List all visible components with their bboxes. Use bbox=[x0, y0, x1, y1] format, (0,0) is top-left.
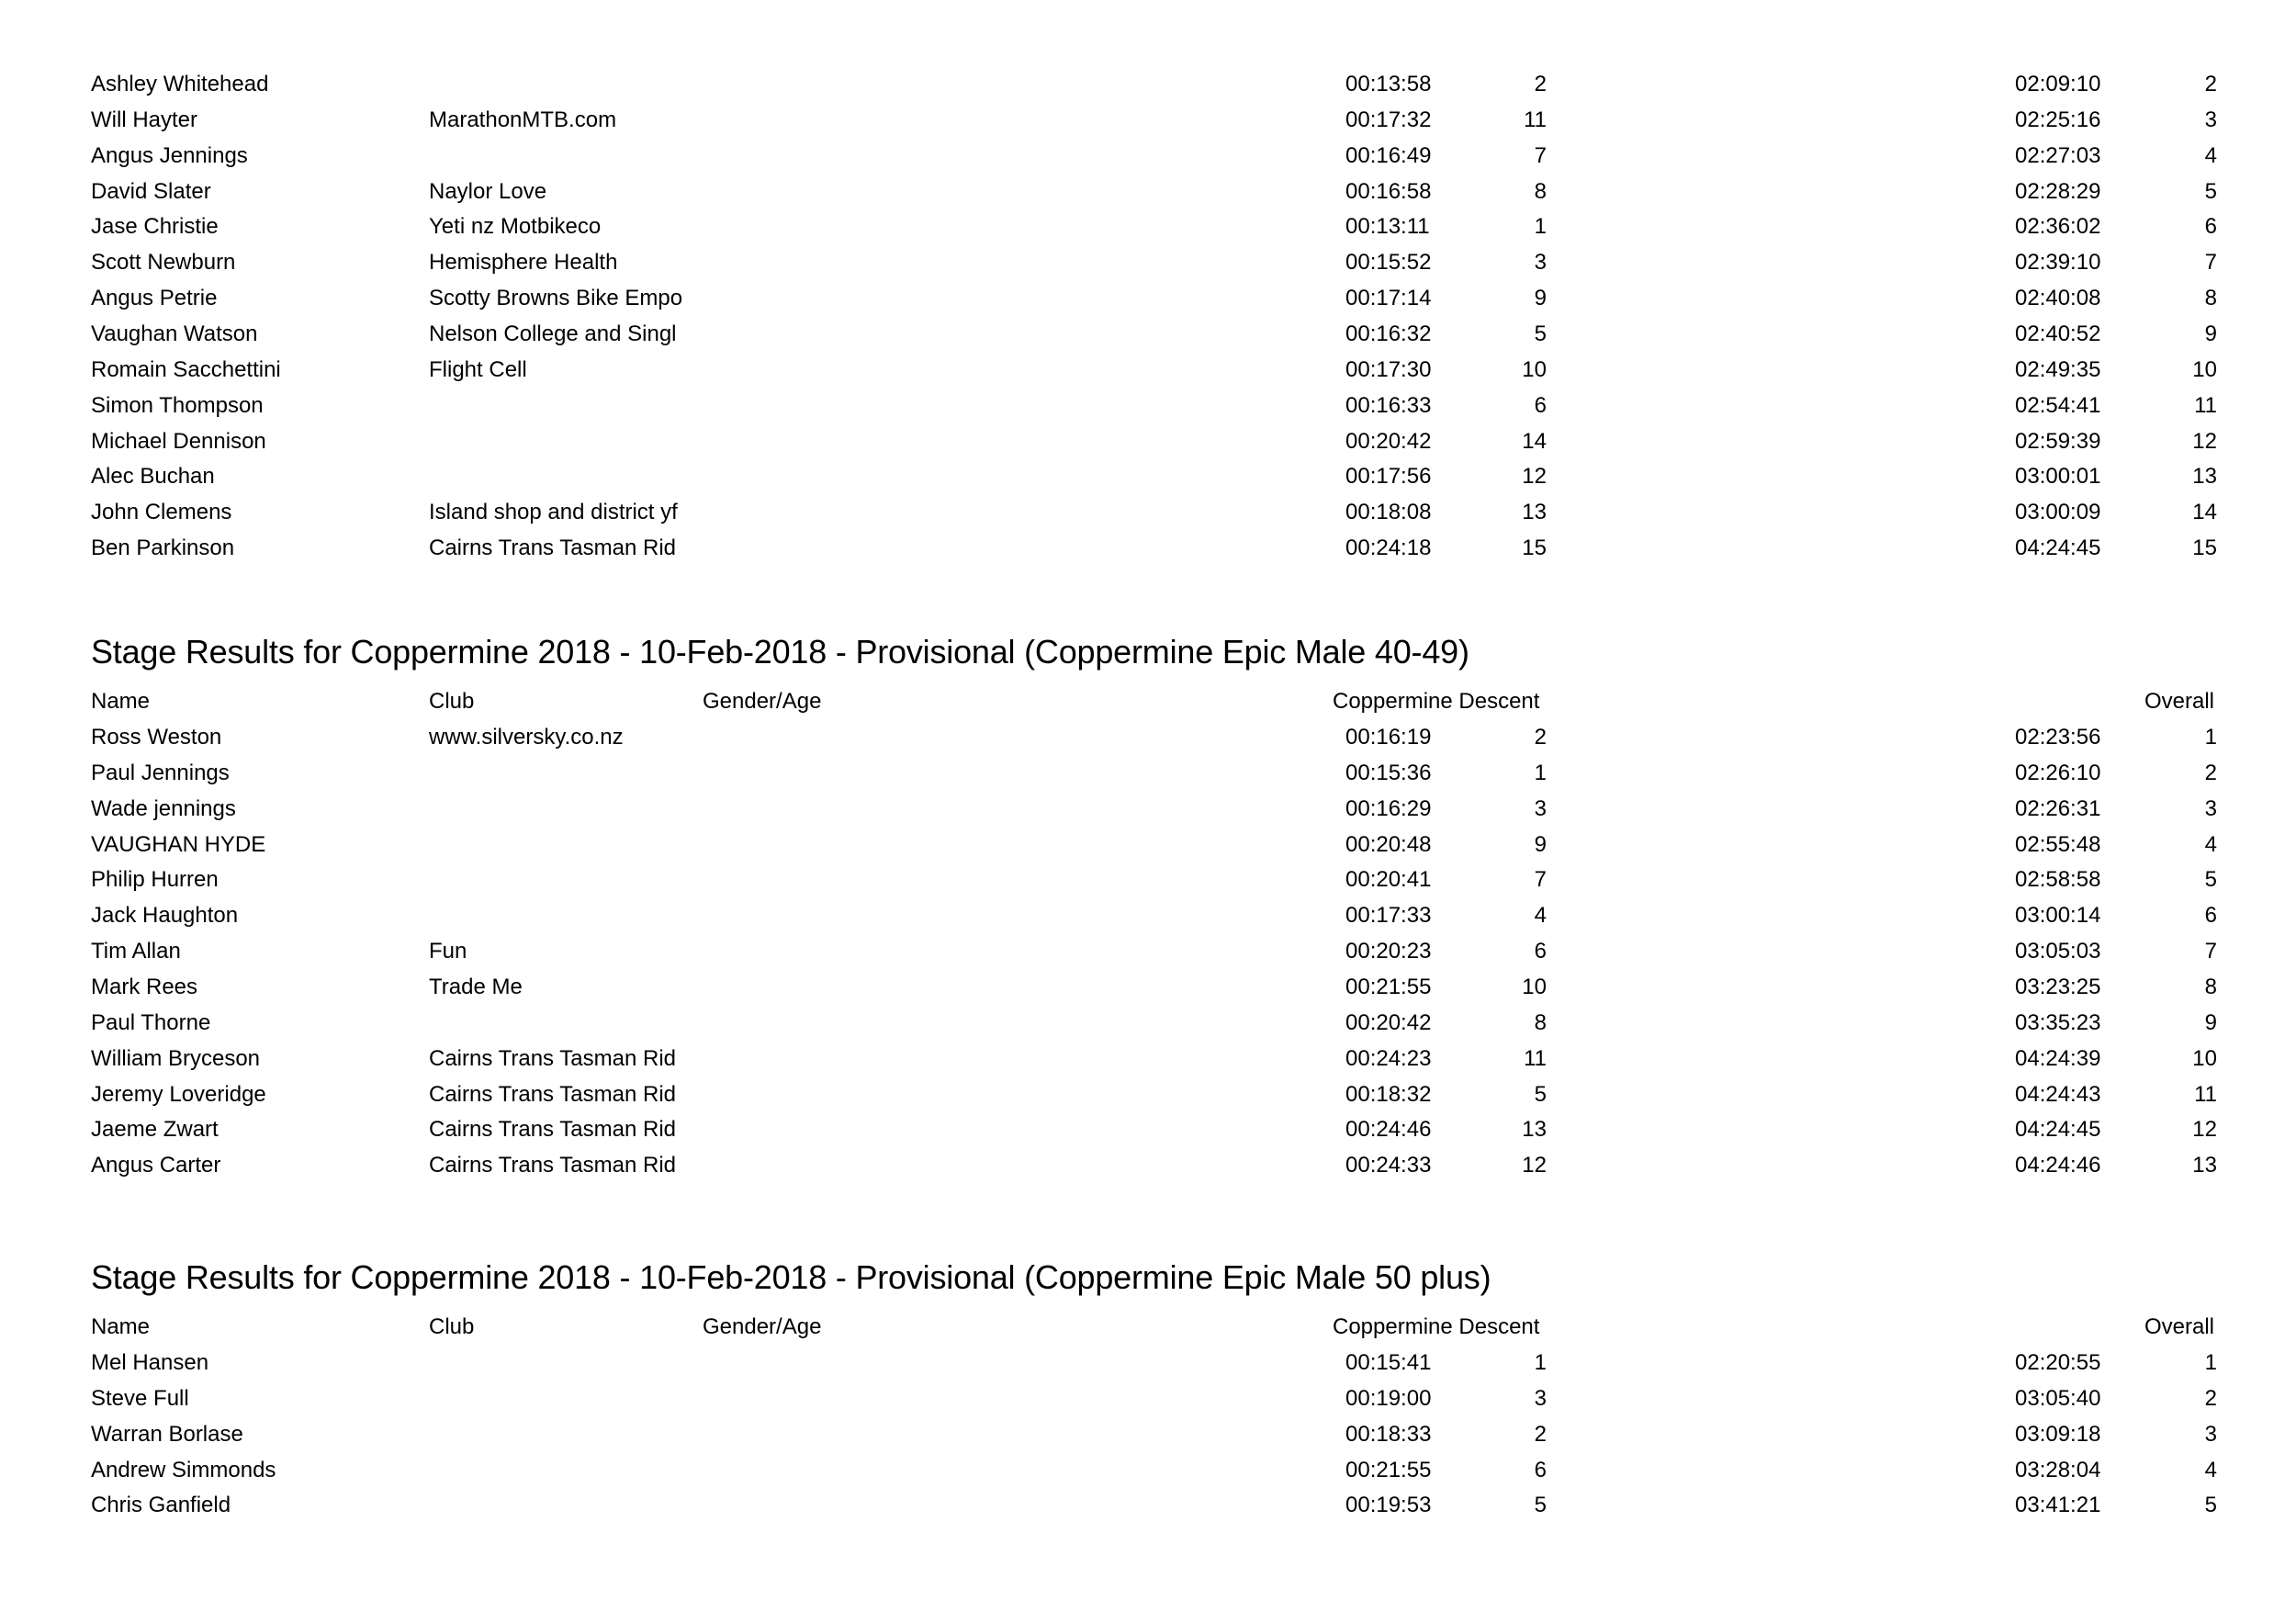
overall-rank: 5 bbox=[2204, 867, 2217, 893]
table-header-row bbox=[0, 683, 2296, 719]
descent-time: 00:24:33 bbox=[1345, 1153, 1432, 1178]
table-row bbox=[0, 1005, 2296, 1041]
table-row bbox=[0, 352, 2296, 388]
descent-time: 00:15:52 bbox=[1345, 250, 1432, 276]
overall-time: 03:00:14 bbox=[2015, 903, 2101, 929]
descent-rank: 7 bbox=[1534, 142, 1547, 168]
overall-time: 03:23:25 bbox=[2015, 974, 2101, 999]
column-header-overall: Overall bbox=[2144, 1314, 2214, 1339]
overall-time: 02:28:29 bbox=[2015, 178, 2101, 204]
overall-time: 04:24:45 bbox=[2015, 535, 2101, 561]
overall-rank: 11 bbox=[2194, 1081, 2217, 1107]
overall-time: 02:40:52 bbox=[2015, 321, 2101, 346]
overall-rank: 15 bbox=[2192, 535, 2217, 561]
rider-club: Hemisphere Health bbox=[429, 250, 618, 276]
descent-rank: 9 bbox=[1534, 286, 1547, 311]
overall-time: 02:25:16 bbox=[2015, 107, 2101, 132]
descent-time: 00:17:32 bbox=[1345, 107, 1432, 132]
rider-club: Naylor Love bbox=[429, 178, 547, 204]
overall-rank: 4 bbox=[2204, 1457, 2217, 1482]
descent-time: 00:20:42 bbox=[1345, 428, 1432, 454]
descent-rank: 15 bbox=[1522, 535, 1547, 561]
rider-club: Nelson College and Singl bbox=[429, 321, 677, 346]
table-row bbox=[0, 1041, 2296, 1076]
rider-name: Chris Ganfield bbox=[91, 1493, 231, 1518]
descent-time: 00:18:08 bbox=[1345, 500, 1432, 525]
overall-rank: 2 bbox=[2204, 72, 2217, 96]
section-title: Stage Results for Coppermine 2018 - 10-Feb-2018 - Provisional (Coppermine Epic Male 50 plus) bbox=[91, 1258, 1491, 1296]
table-row bbox=[0, 244, 2296, 280]
column-header-overall: Overall bbox=[2144, 689, 2214, 714]
descent-time: 00:20:42 bbox=[1345, 1009, 1432, 1035]
rider-name: Scott Newburn bbox=[91, 250, 236, 276]
overall-time: 02:54:41 bbox=[2015, 392, 2101, 418]
overall-time: 02:58:58 bbox=[2015, 867, 2101, 893]
column-header-gender-age: Gender/Age bbox=[703, 689, 822, 714]
table-row bbox=[0, 1416, 2296, 1452]
descent-rank: 6 bbox=[1534, 1457, 1547, 1482]
descent-rank: 6 bbox=[1534, 392, 1547, 418]
overall-time: 03:09:18 bbox=[2015, 1421, 2101, 1447]
column-header-name: Name bbox=[91, 689, 151, 714]
overall-rank: 13 bbox=[2192, 1153, 2217, 1178]
overall-rank: 3 bbox=[2204, 107, 2217, 132]
overall-time: 04:24:46 bbox=[2015, 1153, 2101, 1178]
rider-name: Tim Allan bbox=[91, 939, 181, 964]
overall-rank: 7 bbox=[2204, 939, 2217, 964]
rider-name: Warran Borlase bbox=[91, 1421, 243, 1447]
overall-rank: 3 bbox=[2204, 795, 2217, 821]
table-row bbox=[0, 530, 2296, 566]
overall-rank: 2 bbox=[2204, 1385, 2217, 1411]
column-header-gender-age: Gender/Age bbox=[703, 1314, 822, 1339]
descent-rank: 5 bbox=[1534, 1081, 1547, 1107]
rider-club: Cairns Trans Tasman Rid bbox=[429, 1153, 676, 1178]
table-row bbox=[0, 827, 2296, 862]
overall-time: 02:36:02 bbox=[2015, 214, 2101, 240]
overall-rank: 3 bbox=[2204, 1421, 2217, 1447]
descent-time: 00:16:33 bbox=[1345, 392, 1432, 418]
rider-name: Wade jennings bbox=[91, 795, 236, 821]
table-row bbox=[0, 388, 2296, 423]
rider-name: Paul Jennings bbox=[91, 760, 230, 785]
rider-name: Jeremy Loveridge bbox=[91, 1081, 266, 1107]
table-row bbox=[0, 209, 2296, 244]
table-row bbox=[0, 933, 2296, 969]
descent-time: 00:21:55 bbox=[1345, 974, 1432, 999]
overall-rank: 1 bbox=[2204, 725, 2217, 750]
descent-rank: 10 bbox=[1522, 974, 1547, 999]
descent-time: 00:16:29 bbox=[1345, 795, 1432, 821]
rider-name: David Slater bbox=[91, 178, 211, 204]
descent-rank: 11 bbox=[1524, 1045, 1547, 1071]
descent-time: 00:17:30 bbox=[1345, 356, 1432, 382]
table-row bbox=[0, 316, 2296, 352]
overall-time: 02:09:10 bbox=[2015, 72, 2101, 96]
table-row bbox=[0, 458, 2296, 494]
descent-time: 00:17:14 bbox=[1345, 286, 1432, 311]
table-row bbox=[0, 791, 2296, 827]
overall-rank: 6 bbox=[2204, 214, 2217, 240]
overall-rank: 4 bbox=[2204, 142, 2217, 168]
overall-time: 04:24:39 bbox=[2015, 1045, 2101, 1071]
overall-rank: 13 bbox=[2192, 464, 2217, 490]
rider-club: www.silversky.co.nz bbox=[429, 725, 624, 750]
descent-rank: 10 bbox=[1522, 356, 1547, 382]
descent-rank: 4 bbox=[1534, 903, 1547, 929]
column-header-club: Club bbox=[429, 1314, 475, 1339]
table-row bbox=[0, 719, 2296, 755]
overall-rank: 10 bbox=[2192, 356, 2217, 382]
descent-rank: 14 bbox=[1522, 428, 1547, 454]
table-row bbox=[0, 897, 2296, 933]
overall-rank: 9 bbox=[2204, 321, 2217, 346]
descent-time: 00:24:23 bbox=[1345, 1045, 1432, 1071]
descent-time: 00:19:53 bbox=[1345, 1493, 1432, 1518]
overall-time: 02:59:39 bbox=[2015, 428, 2101, 454]
descent-rank: 11 bbox=[1524, 107, 1547, 132]
rider-name: Michael Dennison bbox=[91, 428, 266, 454]
descent-time: 00:16:49 bbox=[1345, 142, 1432, 168]
overall-time: 03:05:40 bbox=[2015, 1385, 2101, 1411]
descent-time: 00:15:41 bbox=[1345, 1350, 1432, 1375]
table-row bbox=[0, 755, 2296, 791]
overall-time: 02:26:31 bbox=[2015, 795, 2101, 821]
table-row bbox=[0, 1487, 2296, 1523]
rider-club: Cairns Trans Tasman Rid bbox=[429, 1045, 676, 1071]
table-row bbox=[0, 1076, 2296, 1112]
rider-club: Island shop and district yf bbox=[429, 500, 678, 525]
overall-rank: 12 bbox=[2192, 1117, 2217, 1143]
descent-time: 00:18:32 bbox=[1345, 1081, 1432, 1107]
overall-rank: 5 bbox=[2204, 1493, 2217, 1518]
overall-rank: 2 bbox=[2204, 760, 2217, 785]
table-row bbox=[0, 862, 2296, 897]
rider-name: William Bryceson bbox=[91, 1045, 261, 1071]
table-row bbox=[0, 102, 2296, 138]
descent-time: 00:16:58 bbox=[1345, 178, 1432, 204]
descent-time: 00:15:36 bbox=[1345, 760, 1432, 785]
descent-rank: 3 bbox=[1534, 1385, 1547, 1411]
overall-rank: 1 bbox=[2204, 1350, 2217, 1375]
rider-name: VAUGHAN HYDE bbox=[91, 831, 266, 857]
overall-rank: 7 bbox=[2204, 250, 2217, 276]
table-row bbox=[0, 969, 2296, 1005]
rider-club: Yeti nz Motbikeco bbox=[429, 214, 602, 240]
descent-time: 00:24:18 bbox=[1345, 535, 1432, 561]
descent-time: 00:24:46 bbox=[1345, 1117, 1432, 1143]
table-row bbox=[0, 1345, 2296, 1381]
table-row bbox=[0, 1381, 2296, 1416]
descent-time: 00:21:55 bbox=[1345, 1457, 1432, 1482]
descent-time: 00:19:00 bbox=[1345, 1385, 1432, 1411]
rider-name: John Clemens bbox=[91, 500, 232, 525]
overall-time: 04:24:45 bbox=[2015, 1117, 2101, 1143]
table-row bbox=[0, 138, 2296, 174]
column-header-club: Club bbox=[429, 689, 475, 714]
rider-name: Jack Haughton bbox=[91, 903, 239, 929]
overall-time: 02:20:55 bbox=[2015, 1350, 2101, 1375]
table-row bbox=[0, 494, 2296, 530]
descent-rank: 12 bbox=[1522, 464, 1547, 490]
descent-time: 00:17:33 bbox=[1345, 903, 1432, 929]
table-row bbox=[0, 280, 2296, 316]
rider-club: Trade Me bbox=[429, 974, 523, 999]
descent-time: 00:20:41 bbox=[1345, 867, 1432, 893]
descent-rank: 2 bbox=[1534, 1421, 1547, 1447]
rider-name: Vaughan Watson bbox=[91, 321, 258, 346]
descent-time: 00:17:56 bbox=[1345, 464, 1432, 490]
overall-rank: 9 bbox=[2204, 1009, 2217, 1035]
descent-rank: 5 bbox=[1534, 321, 1547, 346]
descent-rank: 1 bbox=[1534, 760, 1547, 785]
descent-rank: 8 bbox=[1534, 178, 1547, 204]
rider-name: Andrew Simmonds bbox=[91, 1457, 276, 1482]
rider-name: Angus Jennings bbox=[91, 142, 248, 168]
overall-rank: 12 bbox=[2192, 428, 2217, 454]
descent-time: 00:16:32 bbox=[1345, 321, 1432, 346]
overall-time: 02:27:03 bbox=[2015, 142, 2101, 168]
overall-time: 02:40:08 bbox=[2015, 286, 2101, 311]
descent-rank: 3 bbox=[1534, 795, 1547, 821]
descent-time: 00:13:58 bbox=[1345, 72, 1432, 96]
table-row bbox=[0, 1147, 2296, 1183]
descent-time: 00:16:19 bbox=[1345, 725, 1432, 750]
rider-club: MarathonMTB.com bbox=[429, 107, 617, 132]
overall-rank: 4 bbox=[2204, 831, 2217, 857]
overall-time: 02:26:10 bbox=[2015, 760, 2101, 785]
rider-club: Cairns Trans Tasman Rid bbox=[429, 535, 676, 561]
overall-time: 03:00:01 bbox=[2015, 464, 2101, 490]
rider-name: Ashley Whitehead bbox=[91, 72, 269, 96]
overall-rank: 8 bbox=[2204, 974, 2217, 999]
descent-time: 00:20:23 bbox=[1345, 939, 1432, 964]
table-row bbox=[0, 174, 2296, 209]
overall-time: 03:05:03 bbox=[2015, 939, 2101, 964]
overall-rank: 10 bbox=[2192, 1045, 2217, 1071]
overall-time: 03:35:23 bbox=[2015, 1009, 2101, 1035]
descent-rank: 6 bbox=[1534, 939, 1547, 964]
descent-rank: 13 bbox=[1522, 1117, 1547, 1143]
rider-name: Romain Sacchettini bbox=[91, 356, 281, 382]
rider-name: Ross Weston bbox=[91, 725, 222, 750]
overall-time: 02:55:48 bbox=[2015, 831, 2101, 857]
descent-rank: 8 bbox=[1534, 1009, 1547, 1035]
rider-name: Paul Thorne bbox=[91, 1009, 211, 1035]
rider-name: Jase Christie bbox=[91, 214, 219, 240]
descent-rank: 5 bbox=[1534, 1493, 1547, 1518]
overall-time: 03:00:09 bbox=[2015, 500, 2101, 525]
section-title: Stage Results for Coppermine 2018 - 10-Feb-2018 - Provisional (Coppermine Epic Male 40-49) bbox=[91, 633, 1469, 671]
table-row bbox=[0, 1452, 2296, 1488]
column-header-name: Name bbox=[91, 1314, 151, 1339]
column-header-coppermine-descent: Coppermine Descent bbox=[1333, 1314, 1540, 1339]
descent-rank: 2 bbox=[1534, 72, 1547, 96]
descent-rank: 7 bbox=[1534, 867, 1547, 893]
table-header-row bbox=[0, 1309, 2296, 1345]
rider-name: Simon Thompson bbox=[91, 392, 264, 418]
descent-time: 00:20:48 bbox=[1345, 831, 1432, 857]
overall-time: 02:23:56 bbox=[2015, 725, 2101, 750]
overall-time: 02:39:10 bbox=[2015, 250, 2101, 276]
rider-name: Mark Rees bbox=[91, 974, 198, 999]
descent-rank: 1 bbox=[1534, 214, 1547, 240]
column-header-coppermine-descent: Coppermine Descent bbox=[1333, 689, 1540, 714]
overall-time: 04:24:43 bbox=[2015, 1081, 2101, 1107]
descent-time: 00:13:11 bbox=[1345, 214, 1430, 240]
rider-club: Scotty Browns Bike Empo bbox=[429, 286, 683, 311]
overall-rank: 8 bbox=[2204, 286, 2217, 311]
table-row bbox=[0, 1111, 2296, 1147]
rider-club: Cairns Trans Tasman Rid bbox=[429, 1081, 676, 1107]
rider-name: Jaeme Zwart bbox=[91, 1117, 219, 1143]
rider-name: Mel Hansen bbox=[91, 1350, 209, 1375]
table-row bbox=[0, 423, 2296, 459]
rider-name: Alec Buchan bbox=[91, 464, 215, 490]
overall-time: 03:28:04 bbox=[2015, 1457, 2101, 1482]
rider-club: Fun bbox=[429, 939, 467, 964]
overall-rank: 11 bbox=[2194, 392, 2217, 418]
overall-rank: 14 bbox=[2192, 500, 2217, 525]
descent-rank: 13 bbox=[1522, 500, 1547, 525]
rider-name: Angus Carter bbox=[91, 1153, 221, 1178]
rider-name: Philip Hurren bbox=[91, 867, 219, 893]
descent-rank: 3 bbox=[1534, 250, 1547, 276]
overall-rank: 6 bbox=[2204, 903, 2217, 929]
overall-time: 03:41:21 bbox=[2015, 1493, 2101, 1518]
overall-rank: 5 bbox=[2204, 178, 2217, 204]
descent-rank: 1 bbox=[1534, 1350, 1547, 1375]
overall-time: 02:49:35 bbox=[2015, 356, 2101, 382]
descent-rank: 9 bbox=[1534, 831, 1547, 857]
descent-rank: 2 bbox=[1534, 725, 1547, 750]
descent-rank: 12 bbox=[1522, 1153, 1547, 1178]
rider-name: Ben Parkinson bbox=[91, 535, 235, 561]
descent-time: 00:18:33 bbox=[1345, 1421, 1432, 1447]
rider-name: Angus Petrie bbox=[91, 286, 218, 311]
rider-name: Steve Full bbox=[91, 1385, 189, 1411]
table-row bbox=[0, 66, 2296, 102]
rider-name: Will Hayter bbox=[91, 107, 198, 132]
rider-club: Flight Cell bbox=[429, 356, 527, 382]
rider-club: Cairns Trans Tasman Rid bbox=[429, 1117, 676, 1143]
